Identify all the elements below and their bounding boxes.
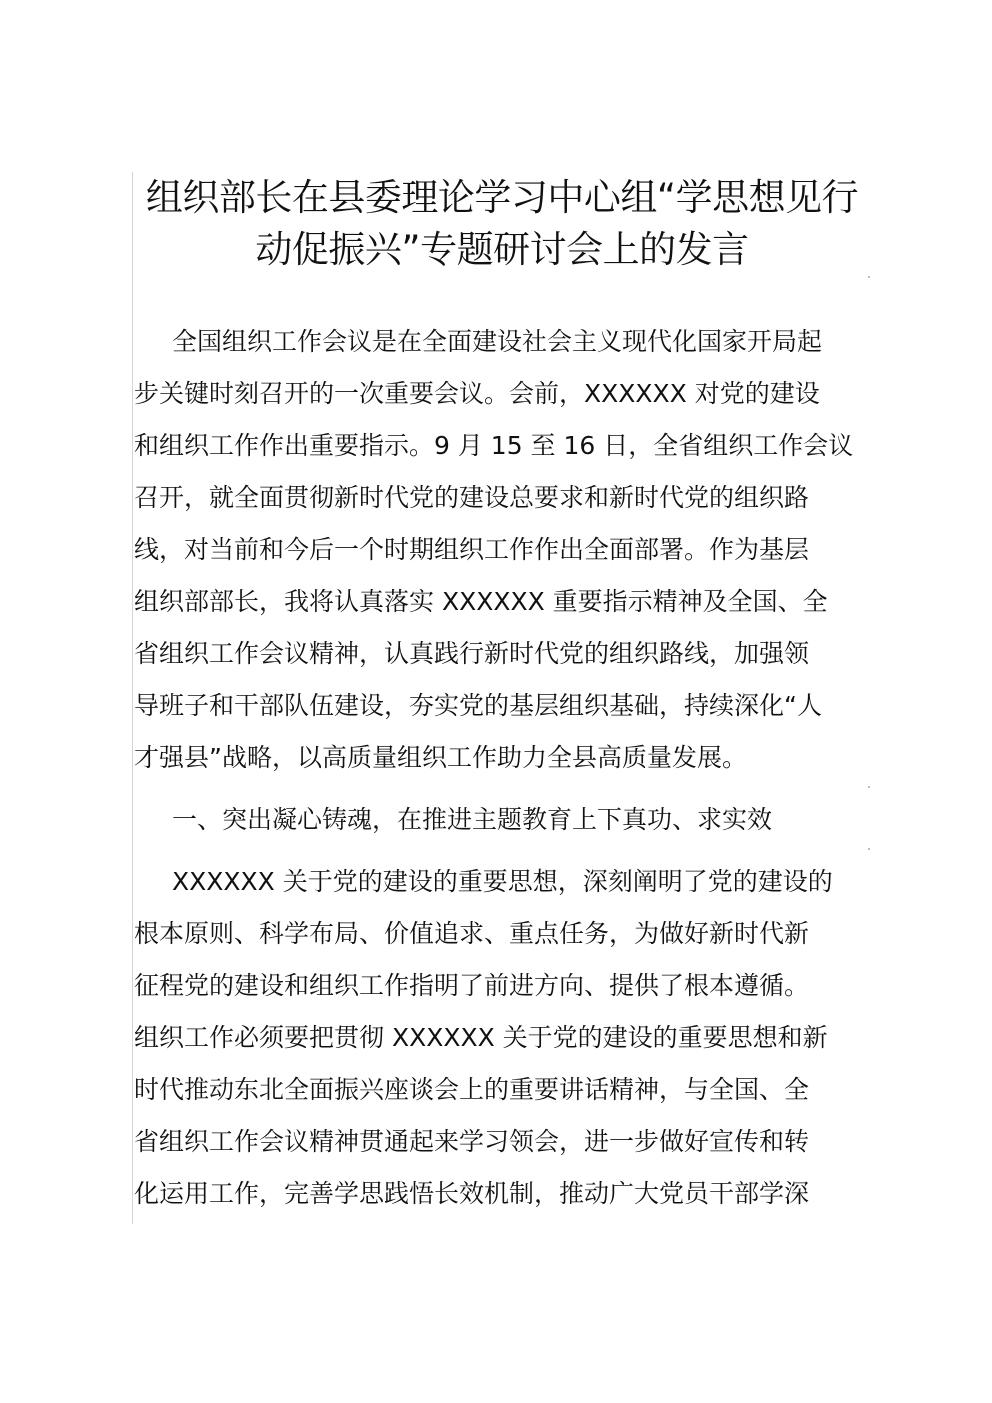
margin-dot — [868, 848, 870, 850]
paragraph-line: 线，对当前和今后一个时期组织工作作出全面部署。作为基层 — [134, 535, 810, 564]
paragraph-2 — [134, 856, 874, 1220]
paragraph-line: 组织部部长，我将认真落实 XXXXXX 重要指示精神及全国、全 — [134, 587, 828, 616]
paragraph-line: 征程党的建设和组织工作指明了前进方向、提供了根本遵循。 — [134, 971, 810, 1000]
margin-dot — [868, 786, 870, 788]
document-body — [134, 316, 874, 1220]
title-line-2: 动促振兴”专题研讨会上的发言 — [255, 228, 749, 271]
paragraph-line: 化运用工作，完善学思践悟长效机制，推动广大党员干部学深 — [134, 1179, 810, 1208]
paragraph-line: 组织工作必须要把贯彻 XXXXXX 关于党的建设的重要思想和新 — [134, 1023, 828, 1052]
paragraph-line: 导班子和干部队伍建设，夯实党的基层组织基础，持续深化“人 — [134, 691, 822, 720]
paragraph-line: 和组织工作作出重要指示。9 月 15 至 16 日，全省组织工作会议 — [134, 431, 854, 460]
paragraph-line: XXXXXX 关于党的建设的重要思想，深刻阐明了党的建设的 — [172, 867, 833, 896]
paragraph-line: 根本原则、科学布局、价值追求、重点任务，为做好新时代新 — [134, 919, 810, 948]
section-heading-1: 一、突出凝心铸魂，在推进主题教育上下真功、求实效 — [172, 805, 773, 834]
paragraph-line: 才强县”战略，以高质量组织工作助力全县高质量发展。 — [134, 743, 747, 772]
left-margin-line — [132, 172, 133, 1224]
paragraph-line: 时代推动东北全面振兴座谈会上的重要讲话精神，与全国、全 — [134, 1075, 810, 1104]
paragraph-gap — [134, 784, 874, 794]
paragraph-line: 召开，就全面贯彻新时代党的建设总要求和新时代党的组织路 — [134, 483, 810, 512]
paragraph-gap — [134, 846, 874, 856]
document-title — [134, 172, 870, 276]
title-line-1: 组织部长在县委理论学习中心组“学思想见行 — [145, 176, 859, 219]
paragraph-line: 步关键时刻召开的一次重要会议。会前，XXXXXX 对党的建设 — [134, 379, 820, 408]
margin-dot — [868, 276, 870, 278]
paragraph-1 — [134, 316, 874, 784]
paragraph-line: 全国组织工作会议是在全面建设社会主义现代化国家开局起 — [172, 327, 823, 356]
paragraph-line: 省组织工作会议精神，认真践行新时代党的组织路线，加强领 — [134, 639, 810, 668]
paragraph-line: 省组织工作会议精神贯通起来学习领会，进一步做好宣传和转 — [134, 1127, 810, 1156]
